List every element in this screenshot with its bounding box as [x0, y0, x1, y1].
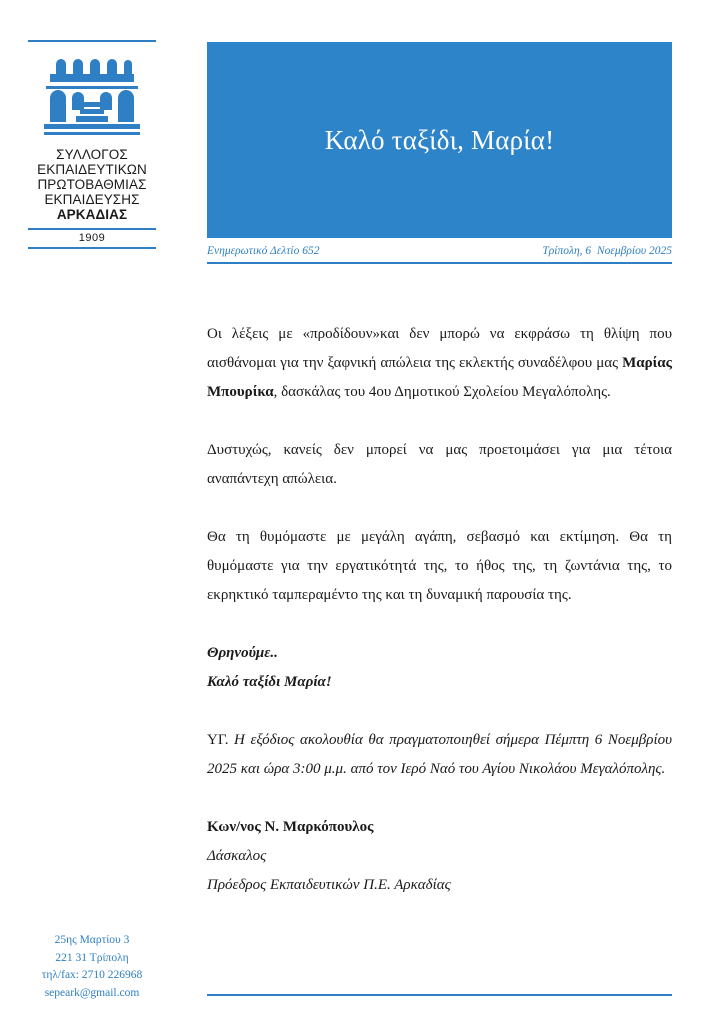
org-name-line	[28, 207, 156, 222]
deceased-name: Μαρίας Μπουρίκα	[207, 355, 672, 400]
contact-street: 25ης Μαρτίου 3	[54, 934, 130, 946]
contact-block	[28, 932, 156, 1002]
logo-top-rule	[28, 40, 156, 42]
signature-role: Δάσκαλος	[207, 848, 267, 864]
signature-name: Κων/νος Ν. Μαρκόπουλος	[207, 819, 374, 835]
paragraph-text: Οι λέξεις με «προδίδουν»και δεν μπορώ να εκφράσω τη θλίψη που αισθάνομαι για την ξαφνική απώλεια της εκλεκτής συναδέλφου μας	[207, 326, 672, 371]
letter-title: Καλό ταξίδι, Μαρία!	[324, 124, 555, 155]
header-divider	[207, 262, 672, 264]
paragraph-1	[207, 320, 672, 407]
title-banner	[207, 42, 672, 238]
paragraph-text: , δασκάλας του 4ου Δημοτικού Σχολείου Μεγαλόπολης.	[273, 384, 611, 400]
contact-email[interactable]: sepeark@gmail.com	[44, 986, 140, 999]
org-region: ΑΡΚΑΔΙΑΣ	[56, 207, 128, 222]
bulletin-date: Τρίπολη, 6 Νοεμβρίου 2025	[542, 245, 672, 257]
contact-city: 221 31 Τρίπολη	[55, 951, 129, 964]
org-logo-block	[28, 40, 156, 249]
aqueduct-logo-icon	[42, 52, 142, 138]
contact-phone: τηλ/fax: 2710 226968	[41, 969, 143, 981]
logo-bottom-rule	[28, 247, 156, 249]
postscript	[207, 726, 672, 784]
postscript-text: Η εξόδιος ακολουθία θα πραγματοποιηθεί σήμερα Πέμπτη 6 Νοεμβρίου 2025 και ώρα 3:00 μ.μ. από τον Ιερό Ναό του Αγίου Νικολάου Μεγαλόπολης.	[207, 732, 673, 777]
closing-line-2: Καλό ταξίδι Μαρία!	[207, 674, 332, 690]
bulletin-number: Ενημερωτικό Δελτίο 652	[207, 245, 320, 257]
footer-divider	[207, 994, 672, 996]
bulletin-line	[207, 245, 672, 257]
org-name-line: ΠΡΩΤΟΒΑΘΜΙΑΣ	[37, 177, 147, 192]
closing-line-1: Θρηνούμε..	[207, 645, 278, 661]
org-year: 1909	[78, 232, 106, 244]
paragraph-3: Θα τη θυμόμαστε με μεγάλη αγάπη, σεβασμό και εκτίμηση. Θα τη θυμόμαστε για την εργατικότητά της, το ήθος της, τη ζωντάνια της, το εκρηκτικό ταμπεραμέντο της και τη δυναμική παρουσία της.	[207, 529, 672, 603]
signature-title: Πρόεδρος Εκπαιδευτικών Π.Ε. Αρκαδίας	[207, 877, 451, 893]
org-name-line: ΕΚΠΑΙΔΕΥΤΙΚΩΝ	[37, 162, 147, 177]
postscript-label: ΥΓ.	[207, 732, 235, 748]
org-name-line: ΕΚΠΑΙΔΕΥΣΗΣ	[44, 192, 140, 207]
paragraph-2: Δυστυχώς, κανείς δεν μπορεί να μας προετοιμάσει για μια τέτοια αναπάντεχη απώλεια.	[207, 442, 672, 487]
logo-mid-rule	[28, 228, 156, 230]
org-name-line: ΣΥΛΛΟΓΟΣ	[56, 147, 128, 162]
org-name	[28, 147, 156, 222]
letter-body	[207, 320, 672, 900]
